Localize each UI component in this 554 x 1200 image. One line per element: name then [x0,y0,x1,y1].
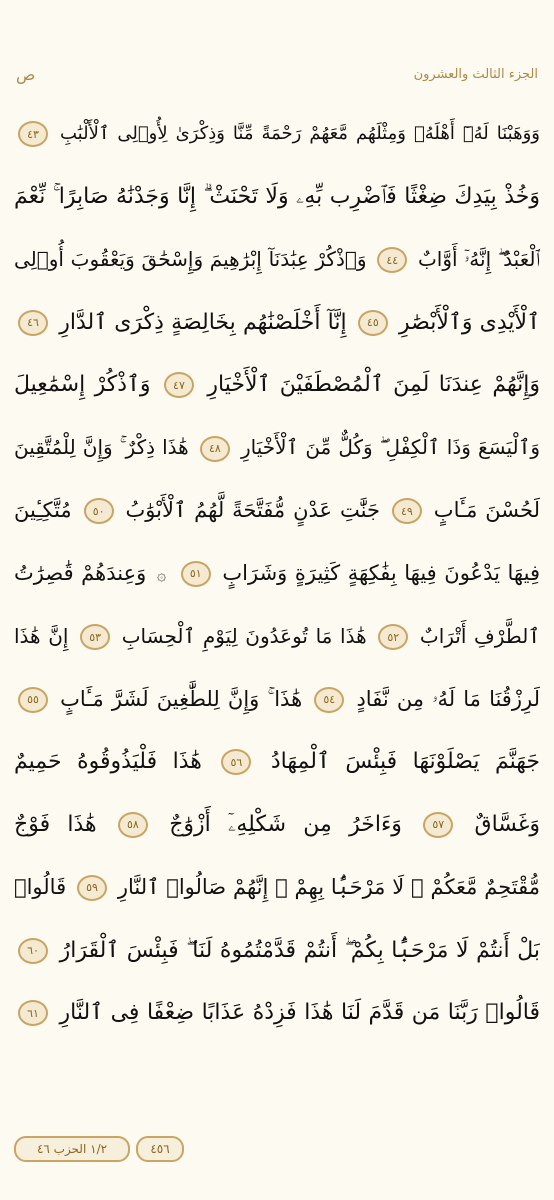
verse-text: هَٰذَا ۚ وَإِنَّ لِلطَّٰغِينَ لَشَرَّ مَـَٔابٍ [60,686,303,711]
verse-text: وَوَهَبْنَا لَهُۥٓ أَهْلَهُۥ وَمِثْلَهُم مَّعَهُمْ رَحْمَةً مِّنَّا وَذِكْرَىٰ لِأُو۟لِى ٱلْأَلْبَٰبِ [60,123,540,145]
verse-text: وَعِندَهُمْ قَٰصِرَٰتُ [14,560,147,585]
ayah-number-marker: ٥٤ [314,687,344,713]
ayah-number-marker: ٤٣ [18,121,48,147]
verse-line-text [14,624,540,651]
verse-text: قَالُوا۟ [14,874,67,899]
ayah-number-marker: ٥٩ [77,875,107,901]
verse-line [14,291,540,354]
ayah-number-marker: ٤٩ [392,498,422,524]
ayah-number-marker: ٥١ [181,561,211,587]
verse-line [14,166,540,229]
verse-line [14,794,540,857]
verse-text: ٱلْعَبْدُ ۖ إِنَّهُۥٓ أَوَّابٌ [417,246,540,271]
verse-line-text [14,247,540,274]
verse-text: هَٰذَا فَلْيَذُوقُوهُ حَمِيمٌ [14,749,202,775]
verse-line [14,543,540,606]
ayah-number-marker: ٤٥ [358,310,388,336]
verse-line-text [14,121,540,147]
ayah-number-marker: ٤٦ [18,310,48,336]
ayah-number-marker: ٤٤ [377,247,407,273]
verse-text: لَحُسْنَ مَـَٔابٍ [433,498,540,523]
verse-text: إِنَّآ أَخْلَصْنَٰهُم بِخَالِصَةٍ ذِكْرَى ٱلدَّارِ [59,309,347,335]
verse-text: لَرِزْقُنَا مَا لَهُۥ مِن نَّفَادٍ [356,686,540,711]
verse-text: جَنَّٰتِ عَدْنٍ مُّفَتَّحَةً لَّهُمُ ٱلْأَبْوَٰبُ [125,498,380,523]
verse-line [14,480,540,543]
verse-text: وَخُذْ بِيَدِكَ ضِغْثًا فَٱضْرِب بِّهِۦ وَلَا تَحْنَثْ ۗ إِنَّا وَجَدْنَٰهُ صَابِرًا ۚ نِّعْمَ [14,184,540,209]
verse-line-text [14,561,540,587]
ayah-number-marker: ٤٧ [164,372,194,398]
verse-line [14,417,540,480]
verse-line-text [14,687,540,713]
verse-line-text [14,1000,540,1026]
verse-text: مُتَّكِـِٔينَ [14,498,72,523]
ayah-number-marker: ٥٥ [18,687,48,713]
verse-text: وَإِنَّهُمْ عِندَنَا لَمِنَ ٱلْمُصْطَفَيْنَ ٱلْأَخْيَارِ [207,372,540,398]
verse-text: ٱلْأَيْدِى وَٱلْأَبْصَٰرِ [399,309,540,335]
verse-line [14,857,540,920]
verse-text: هَٰذَا فَوْجٌ [14,811,97,837]
verse-line [14,982,540,1045]
rub-el-hizb-icon: ۞ [156,564,167,584]
verse-line-text [14,184,540,210]
verse-text: وَغَسَّاقٌ [474,811,540,837]
verse-line [14,605,540,668]
ayah-number-marker: ٥٧ [423,812,453,838]
verse-line-text [14,310,540,336]
verse-text: وَٱذْكُرْ إِسْمَٰعِيلَ [14,372,151,398]
ayah-number-marker: ٥٣ [80,624,110,650]
verse-text: هَٰذَا مَا تُوعَدُونَ لِيَوْمِ ٱلْحِسَابِ [121,623,367,648]
verse-line-text [14,749,540,775]
verse-line [14,668,540,731]
verse-text: إِنَّ هَٰذَا [14,623,69,648]
hizb-marker: ١/٢ الحزب ٤٦ [14,1136,130,1162]
page-footer [14,1136,184,1162]
verse-text: وَءَاخَرُ مِن شَكْلِهِۦٓ أَزْوَٰجٌ [169,811,402,837]
juz-title: الجزء الثالث والعشرون [413,66,538,82]
ayah-number-marker: ٥٨ [118,812,148,838]
verse-line [14,354,540,417]
verse-line-text [14,498,540,524]
verse-line-text [14,875,540,901]
ayah-number-marker: ٥٢ [378,624,408,650]
ayah-number-marker: ٦١ [18,1000,48,1026]
verse-text: فِيهَا يَدْعُونَ فِيهَا بِفَٰكِهَةٍ كَثِيرَةٍ وَشَرَابٍ [222,560,540,585]
verse-line-text [14,812,540,838]
verse-line [14,103,540,166]
verse-line [14,731,540,794]
verse-text: جَهَنَّمَ يَصْلَوْنَهَا فَبِئْسَ ٱلْمِهَادُ [270,749,540,775]
page-header [16,62,538,86]
verse-text: مُّقْتَحِمٌ مَّعَكُمْ ۖ لَا مَرْحَبًۢا بِهِمْ ۚ إِنَّهُمْ صَالُوا۟ ٱلنَّارِ [117,874,540,899]
verses-block [14,103,540,1045]
verse-text: ٱلطَّرْفِ أَتْرَابٌ [419,623,540,648]
ayah-number-marker: ٥٦ [221,749,251,775]
verse-line-text [14,372,540,398]
ayah-number-marker: ٤٨ [200,436,230,462]
surah-name: ص [16,64,36,84]
verse-line [14,919,540,982]
ayah-number-marker: ٥٠ [84,498,114,524]
verse-text: بَلْ أَنتُمْ لَا مَرْحَبًۢا بِكُمْ ۖ أَنتُمْ قَدَّمْتُمُوهُ لَنَا ۖ فَبِئْسَ ٱلْقَرَارُ [59,937,540,963]
verse-text: هَٰذَا ذِكْرٌ ۚ وَإِنَّ لِلْمُتَّقِينَ [14,435,189,460]
verse-text: وَٱذْكُرْ عِبَٰدَنَآ إِبْرَٰهِيمَ وَإِسْحَٰقَ وَيَعْقُوبَ أُو۟لِى [14,246,367,271]
verse-line-text [14,435,540,462]
verse-line-text [14,938,540,964]
page-number: ٤٥٦ [136,1136,184,1162]
verse-line [14,229,540,292]
verse-text: قَالُوا۟ رَبَّنَا مَن قَدَّمَ لَنَا هَٰذَا فَزِدْهُ عَذَابًا ضِعْفًا فِى ٱلنَّارِ [59,1000,540,1026]
ayah-number-marker: ٦٠ [18,938,48,964]
verse-text: وَٱلْيَسَعَ وَذَا ٱلْكِفْلِ ۖ وَكُلٌّ مِّنَ ٱلْأَخْيَارِ [240,435,540,460]
